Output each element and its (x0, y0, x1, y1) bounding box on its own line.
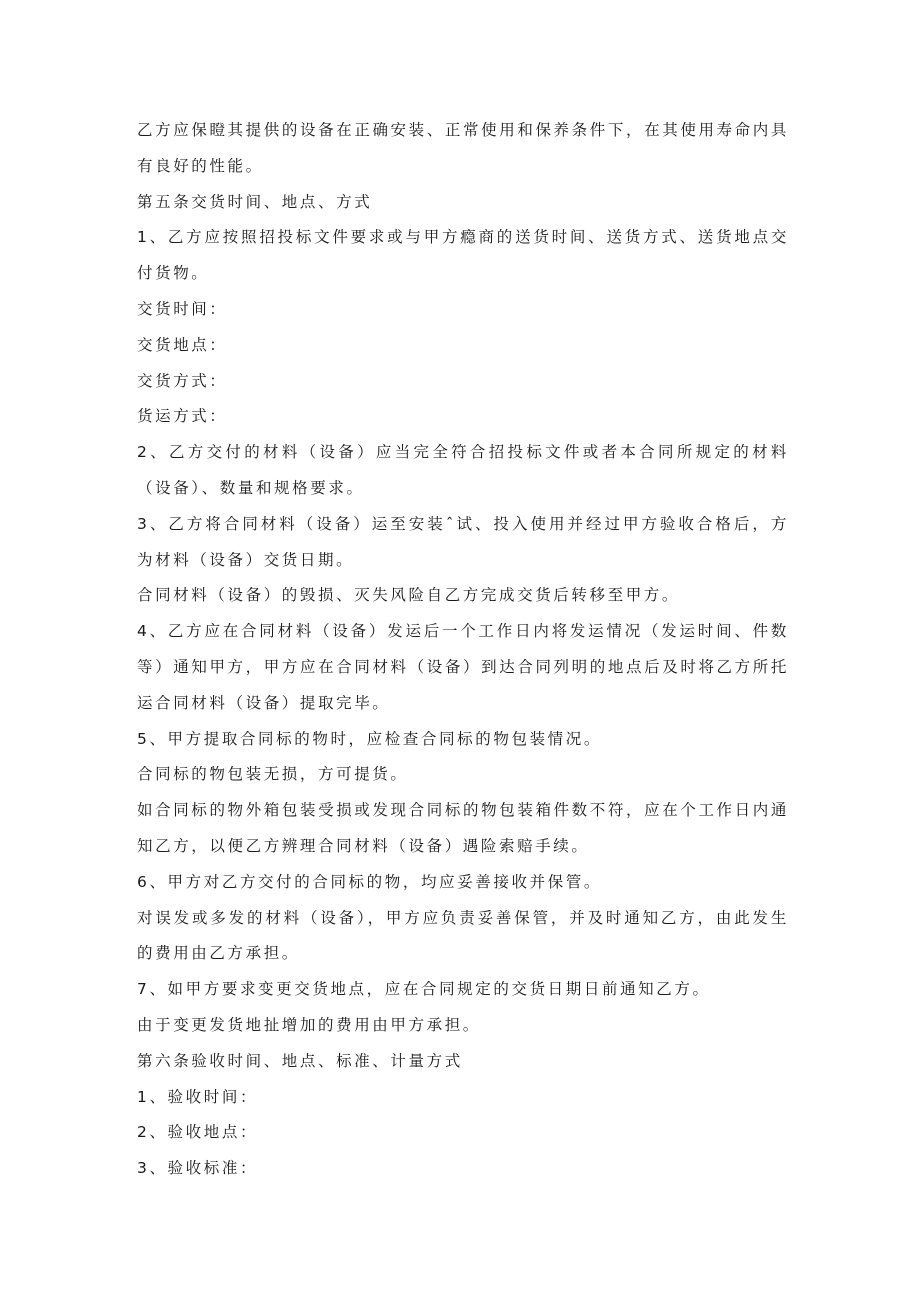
paragraph-5-1: 1、乙方应按照招投标文件要求或与甲方瘾商的送货时间、送货方式、送货地点交付货物。 (137, 228, 789, 283)
heading-article-5: 第五条交货时间、地点、方式 (137, 192, 373, 211)
field-inspection-place: 2、验收地点： (137, 1123, 259, 1142)
paragraph-5-6: 6、甲方对乙方交付的合同标的物，均应妥善接收并保管。 (137, 872, 602, 891)
field-shipping-method: 货运方式： (137, 407, 228, 426)
document-body (137, 113, 789, 1180)
paragraph-misdelivery: 对误发或多发的材料（设备），甲方应负责妥善保管，并及时通知乙方，由此发生的费用由乙方承担。 (137, 908, 789, 963)
paragraph-package-intact: 合同标的物包装无损，方可提货。 (137, 765, 409, 784)
paragraph-5-7: 7、如甲方要求变更交货地点，应在合同规定的交货日期日前通知乙方。 (137, 980, 711, 999)
field-inspection-time: 1、验收时间： (137, 1087, 259, 1106)
paragraph-warranty: 乙方应保瞪其提供的设备在正确安装、正常使用和保养条件下，在其使用寿命内具有良好的性能。 (137, 121, 789, 175)
field-inspection-standard: 3、验收标准： (137, 1159, 259, 1178)
paragraph-5-5: 5、甲方提取合同标的物时，应检查合同标的物包装情况。 (137, 729, 602, 748)
field-delivery-place: 交货地点： (137, 335, 228, 354)
paragraph-5-4: 4、乙方应在合同材料（设备）发运后一个工作日内将发运情况（发运时间、件数等）通知甲方，甲方应在合同材料（设备）到达合同列明的地点后及时将乙方所托运合同材料（设备）提取完毕。 (137, 622, 789, 712)
paragraph-5-3: 3、乙方将合同材料（设备）运至安装ˆ试、投入使用并经过甲方验收合格后，方为材料（设备）交货日期。 (137, 514, 789, 569)
heading-article-6: 第六条验收时间、地点、标准、计量方式 (137, 1051, 463, 1070)
field-delivery-method: 交货方式： (137, 371, 228, 390)
paragraph-package-damaged: 如合同标的物外箱包装受损或发现合同标的物包装箱件数不符，应在个工作日内通知乙方，以便乙方辨理合同材料（设备）遇险索赔手续。 (137, 801, 789, 855)
paragraph-risk-transfer: 合同材料（设备）的毁损、灭失风险自乙方完成交货后转移至甲方。 (137, 586, 681, 605)
paragraph-address-change-cost: 由于变更发货地扯增加的费用由甲方承担。 (137, 1015, 481, 1034)
paragraph-5-2: 2、乙方交付的材料（设备）应当完全符合招投标文件或者本合同所规定的材料（设备）、数量和规格要求。 (137, 443, 789, 497)
field-delivery-time: 交货时间： (137, 299, 228, 318)
